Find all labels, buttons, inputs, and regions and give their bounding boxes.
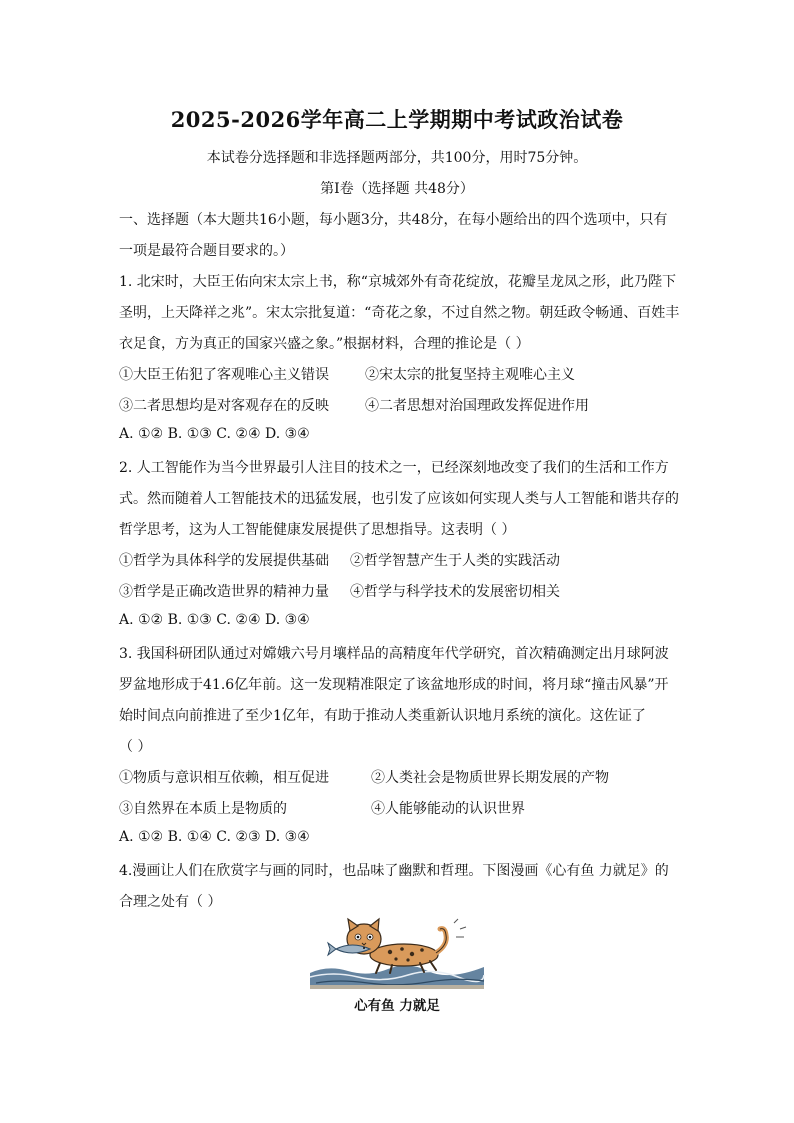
- q1-option-4: ④二者思想对治国理政发挥促进作用: [365, 398, 589, 414]
- q2-option-4: ④哲学与科学技术的发展密切相关: [350, 584, 560, 600]
- q3-stem-line-1: 3. 我国科研团队通过对嫦娥六号月壤样品的高精度年代学研究，首次精确测定出月球阿波: [119, 646, 669, 662]
- q2-option-1: ①哲学为具体科学的发展提供基础: [119, 553, 329, 569]
- q2-stem-line-3: 哲学思考，这为人工智能健康发展提供了思想指导。这表明（ ）: [119, 522, 516, 538]
- q2-option-2: ②哲学智慧产生于人类的实践活动: [350, 553, 560, 569]
- cat-carrying-fish-cartoon-icon: [308, 915, 486, 991]
- q4-stem-line-2: 合理之处有（ ）: [119, 894, 222, 910]
- q3-options-row-2: [119, 798, 679, 818]
- q3-stem-line-2: 罗盆地形成于41.6亿年前。这一发现精准限定了该盆地形成的时间，将月球“撞击风暴”开: [119, 677, 669, 693]
- q3-option-1: ①物质与意识相互依赖，相互促进: [119, 770, 329, 786]
- q2-options-row-2: [119, 581, 679, 601]
- q1-stem-line-3: 衣足食，方为真正的国家兴盛之象。”根据材料，合理的推论是（ ）: [119, 336, 530, 352]
- q3-options-row-1: [119, 767, 679, 787]
- figure-caption: 心有鱼 力就足: [354, 998, 440, 1014]
- q2-answer-choices: A. ①② B. ①③ C. ②④ D. ③④: [119, 612, 310, 628]
- volume-heading: 第Ⅰ卷（选择题 共48分）: [320, 181, 474, 197]
- q2-option-3: ③哲学是正确改造世界的精神力量: [119, 584, 329, 600]
- exam-intro: 本试卷分选择题和非选择题两部分，共100分，用时75分钟。: [206, 150, 588, 166]
- q3-answer-choices: A. ①② B. ①④ C. ②③ D. ③④: [119, 829, 310, 845]
- q1-option-3: ③二者思想均是对客观存在的反映: [119, 398, 329, 414]
- section-instruction-line-2: 一项是最符合题目要求的。）: [119, 243, 294, 259]
- q3-stem-line-4: （ ）: [119, 739, 152, 755]
- q3-option-3: ③自然界在本质上是物质的: [119, 801, 287, 817]
- q1-option-1: ①大臣王佑犯了客观唯心主义错误: [119, 367, 329, 383]
- q1-stem-line-1: 1. 北宋时，大臣王佑向宋太宗上书，称“京城郊外有奇花绽放，花瓣呈龙凤之形，此乃陛下: [119, 274, 676, 290]
- exam-title: 2025-2026学年高二上学期期中考试政治试卷: [170, 107, 624, 132]
- q2-options-row-1: [119, 550, 679, 570]
- q4-stem-line-1: 4.漫画让人们在欣赏字与画的同时，也品味了幽默和哲理。下图漫画《心有鱼 力就足》的: [119, 863, 669, 879]
- q2-stem-line-2: 式。然而随着人工智能技术的迅猛发展，也引发了应该如何实现人类与人工智能和谐共存的: [119, 491, 679, 507]
- q1-options-row-2: [119, 395, 679, 415]
- q3-option-4: ④人能够能动的认识世界: [371, 801, 525, 817]
- q1-stem-line-2: 圣明，上天降祥之兆”。宋太宗批复道：“奇花之象，不过自然之物。朝廷政令畅通、百姓丰: [119, 305, 680, 321]
- q2-stem-line-1: 2. 人工智能作为当今世界最引人注目的技术之一，已经深刻地改变了我们的生活和工作方: [119, 460, 669, 476]
- q1-answer-choices: A. ①② B. ①③ C. ②④ D. ③④: [119, 426, 310, 442]
- q3-option-2: ②人类社会是物质世界长期发展的产物: [371, 770, 609, 786]
- q1-option-2: ②宋太宗的批复坚持主观唯心主义: [365, 367, 575, 383]
- q1-options-row-1: [119, 364, 679, 384]
- section-instruction-line-1: 一、选择题（本大题共16小题，每小题3分，共48分，在每小题给出的四个选项中，只有: [119, 212, 668, 228]
- q3-stem-line-3: 始时间点向前推进了至少1亿年，有助于推动人类重新认识地月系统的演化。这佐证了: [119, 708, 646, 724]
